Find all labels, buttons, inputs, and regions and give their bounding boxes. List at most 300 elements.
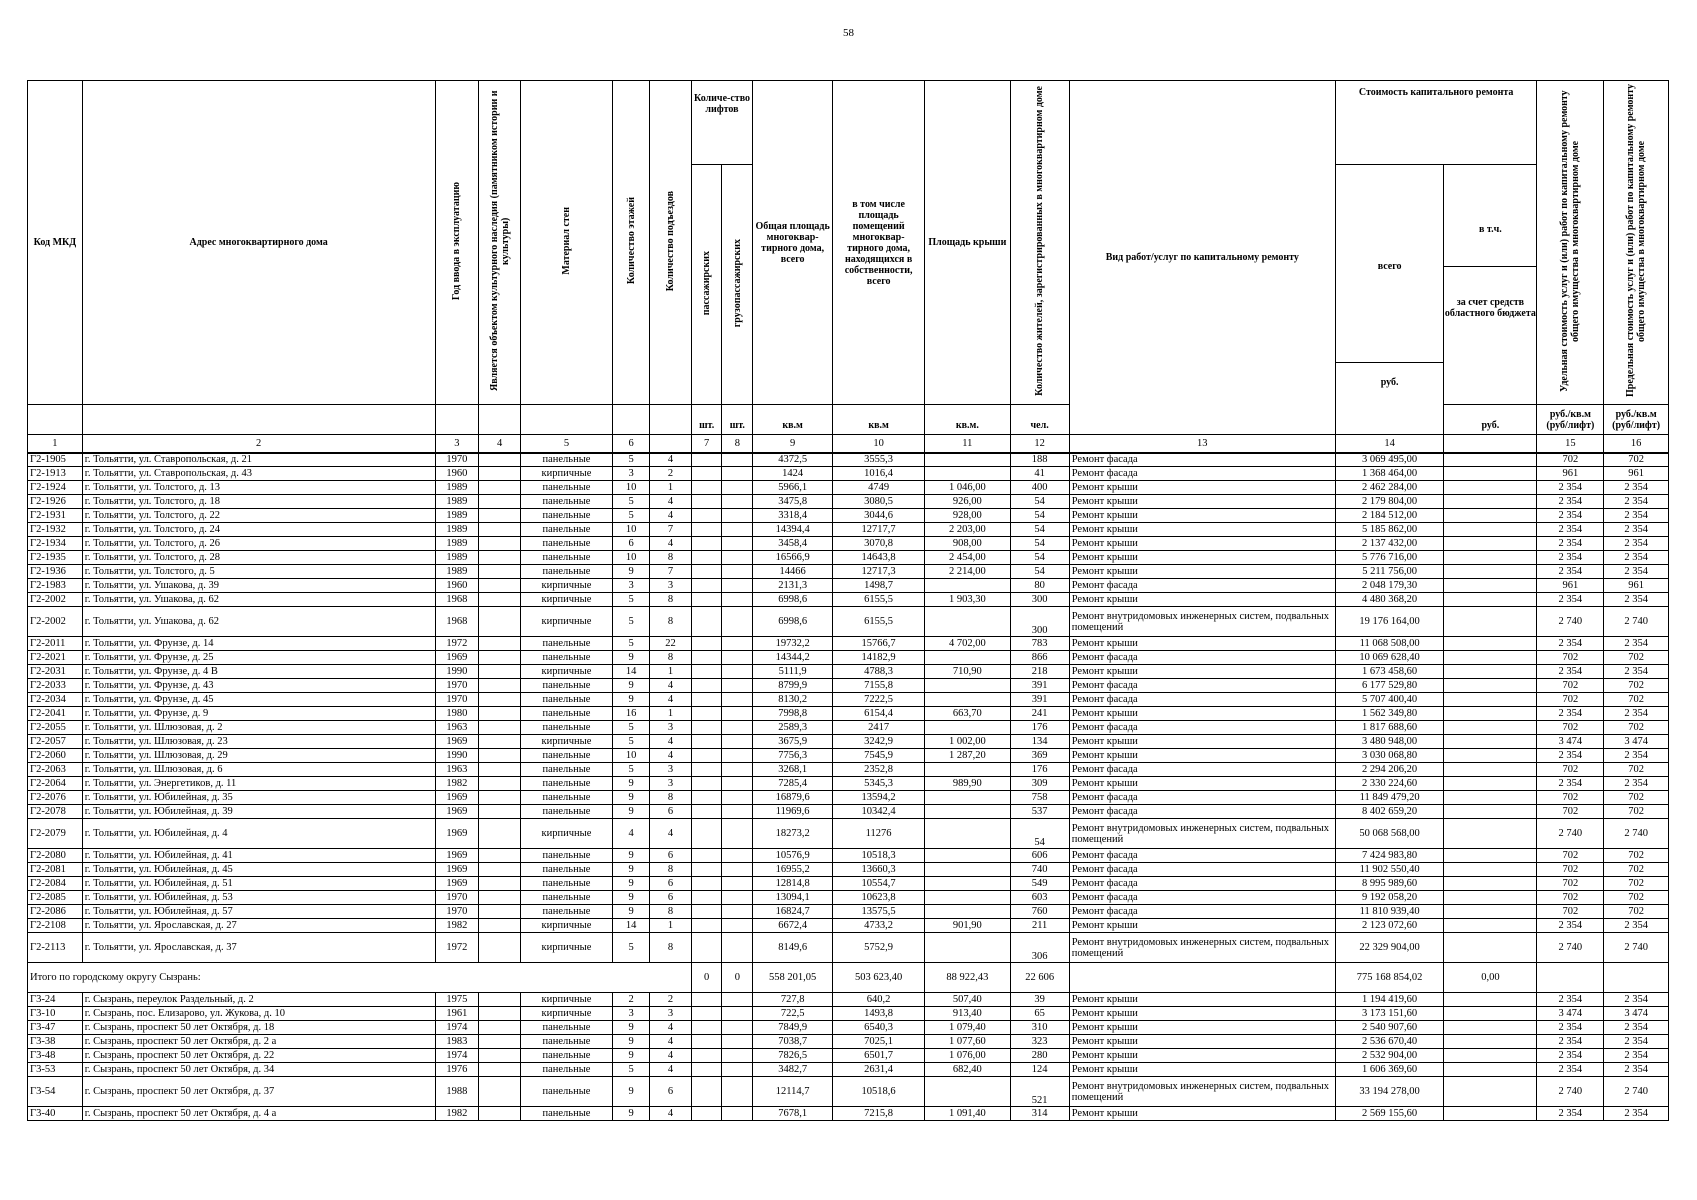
- header-area-owned: в том числе площадь помещений многоквар-тирного дома, находящихся в собственности, всего: [833, 81, 925, 405]
- unit-lifts-cargo: шт.: [722, 405, 753, 435]
- cell-cost-regional: [1444, 593, 1537, 607]
- cell-floors: 5: [612, 637, 649, 651]
- cell-walls: панельные: [520, 537, 612, 551]
- cell-area-total: 722,5: [753, 1007, 833, 1021]
- cell-work-type: Ремонт фасада: [1069, 453, 1335, 467]
- cell-cost-regional: [1444, 495, 1537, 509]
- cell-year: 1972: [435, 637, 479, 651]
- cell-lifts-cargo: [722, 849, 753, 863]
- cell-entrances: 4: [650, 1021, 692, 1035]
- cell-entrances: 4: [650, 1107, 692, 1121]
- cell-year: 1982: [435, 919, 479, 933]
- table-row: [28, 933, 1669, 963]
- cell-roof-area: [925, 849, 1010, 863]
- cell-residents: 41: [1010, 467, 1069, 481]
- cell-address: г. Тольятти, ул. Юбилейная, д. 4: [82, 819, 435, 849]
- cell-area-total: 18273,2: [753, 819, 833, 849]
- cell-work-type: Ремонт крыши: [1069, 637, 1335, 651]
- cell-year: 1972: [435, 933, 479, 963]
- cell-lifts-pass: [691, 891, 722, 905]
- cell-lifts-cargo: [722, 1063, 753, 1077]
- cell-cost-total: 5 707 400,40: [1335, 693, 1443, 707]
- cell-heritage: [479, 863, 521, 877]
- cell-limit-cost: 2 354: [1604, 565, 1669, 579]
- cell-walls: панельные: [520, 721, 612, 735]
- cell-lifts-pass: [691, 509, 722, 523]
- cell-address: г. Тольятти, ул. Фрунзе, д. 14: [82, 637, 435, 651]
- cell-unit-cost: 2 354: [1537, 523, 1604, 537]
- cell-year: 1982: [435, 1107, 479, 1121]
- cell-lifts-cargo: [722, 805, 753, 819]
- cell-address: г. Тольятти, ул. Толстого, д. 24: [82, 523, 435, 537]
- cell-walls: кирпичные: [520, 933, 612, 963]
- cell-lifts-cargo: [722, 1049, 753, 1063]
- cell-walls: панельные: [520, 565, 612, 579]
- cell-walls: кирпичные: [520, 1007, 612, 1021]
- cell-cost-total: 4 480 368,20: [1335, 593, 1443, 607]
- cell-entrances: 8: [650, 863, 692, 877]
- column-number: 12: [1010, 435, 1069, 453]
- cell-area-total: 12814,8: [753, 877, 833, 891]
- cell-walls: кирпичные: [520, 467, 612, 481]
- cell-limit-cost: 2 354: [1604, 509, 1669, 523]
- cell-floors: 9: [612, 651, 649, 665]
- cell-address: г. Тольятти, ул. Фрунзе, д. 4 В: [82, 665, 435, 679]
- cell-work-type: Ремонт фасада: [1069, 849, 1335, 863]
- cell-floors: 5: [612, 453, 649, 467]
- cell-floors: 5: [612, 593, 649, 607]
- cell-work-type: Ремонт крыши: [1069, 993, 1335, 1007]
- cell-lifts-cargo: [722, 1035, 753, 1049]
- cell-limit-cost: 2 354: [1604, 1063, 1669, 1077]
- column-number: 13: [1069, 435, 1335, 453]
- cell-lifts-pass: [691, 1049, 722, 1063]
- cell-floors: 5: [612, 1063, 649, 1077]
- cell-unit-cost: 3 474: [1537, 1007, 1604, 1021]
- cell-code: Г2-2108: [28, 919, 83, 933]
- cell-code: Г2-2002: [28, 593, 83, 607]
- cell-walls: панельные: [520, 1035, 612, 1049]
- cell-year: 1970: [435, 693, 479, 707]
- cell-entrances: 7: [650, 523, 692, 537]
- cell-area-owned: 4749: [833, 481, 925, 495]
- cell-entrances: 4: [650, 819, 692, 849]
- cell-year: 1963: [435, 763, 479, 777]
- cell-limit-cost: 2 354: [1604, 593, 1669, 607]
- cell-lifts-cargo: [722, 735, 753, 749]
- cell-entrances: 8: [650, 905, 692, 919]
- column-number: 5: [520, 435, 612, 453]
- cell-cost-regional: [1444, 735, 1537, 749]
- cell-lifts-pass: [691, 537, 722, 551]
- cell-work-type: Ремонт крыши: [1069, 665, 1335, 679]
- header-incl: в т.ч.: [1444, 194, 1536, 267]
- cell-floors: 9: [612, 805, 649, 819]
- cell-lifts-cargo: [722, 679, 753, 693]
- cell-cost-total: 2 294 206,20: [1335, 763, 1443, 777]
- cell-limit-cost: 702: [1604, 891, 1669, 905]
- cell-area-owned: 11276: [833, 819, 925, 849]
- cell-cost-total: 2 184 512,00: [1335, 509, 1443, 523]
- total-lifts-pass: 0: [691, 963, 722, 993]
- cell-lifts-pass: [691, 1021, 722, 1035]
- cell-heritage: [479, 891, 521, 905]
- cell-work-type: Ремонт крыши: [1069, 1063, 1335, 1077]
- cell-walls: панельные: [520, 777, 612, 791]
- cell-work-type: Ремонт крыши: [1069, 523, 1335, 537]
- cell-heritage: [479, 467, 521, 481]
- table-row: [28, 863, 1669, 877]
- cell-work-type: Ремонт фасада: [1069, 721, 1335, 735]
- cell-cost-total: 7 424 983,80: [1335, 849, 1443, 863]
- cell-work-type: Ремонт крыши: [1069, 1021, 1335, 1035]
- cell-code: Г2-2011: [28, 637, 83, 651]
- cell-roof-area: [925, 651, 1010, 665]
- cell-limit-cost: 702: [1604, 651, 1669, 665]
- cell-unit-cost: 2 354: [1537, 509, 1604, 523]
- cell-lifts-pass: [691, 849, 722, 863]
- cell-residents: 54: [1010, 551, 1069, 565]
- cell-address: г. Тольятти, ул. Толстого, д. 5: [82, 565, 435, 579]
- cell-lifts-pass: [691, 905, 722, 919]
- cell-walls: панельные: [520, 905, 612, 919]
- cell-roof-area: [925, 693, 1010, 707]
- cell-unit-cost: 3 474: [1537, 735, 1604, 749]
- cell-area-total: 1424: [753, 467, 833, 481]
- cell-year: 1990: [435, 665, 479, 679]
- cell-work-type: Ремонт фасада: [1069, 763, 1335, 777]
- cell-area-owned: 4788,3: [833, 665, 925, 679]
- cell-cost-total: 3 480 948,00: [1335, 735, 1443, 749]
- cell-cost-total: 11 902 550,40: [1335, 863, 1443, 877]
- cell-area-owned: 7155,8: [833, 679, 925, 693]
- cell-cost-regional: [1444, 679, 1537, 693]
- unit-limit-cost: руб./кв.м (руб/лифт): [1604, 405, 1669, 435]
- cell-unit-cost: 2 354: [1537, 537, 1604, 551]
- cell-roof-area: [925, 607, 1010, 637]
- cell-lifts-pass: [691, 665, 722, 679]
- cell-address: г. Тольятти, ул. Толстого, д. 13: [82, 481, 435, 495]
- cell-unit-cost: 2 354: [1537, 495, 1604, 509]
- cell-entrances: 8: [650, 551, 692, 565]
- cell-address: г. Тольятти, ул. Толстого, д. 26: [82, 537, 435, 551]
- cell-floors: 10: [612, 481, 649, 495]
- cell-cost-regional: [1444, 607, 1537, 637]
- table-row: [28, 707, 1669, 721]
- cell-cost-regional: [1444, 1077, 1537, 1107]
- cell-residents: 176: [1010, 721, 1069, 735]
- cell-heritage: [479, 679, 521, 693]
- cell-limit-cost: 2 354: [1604, 1107, 1669, 1121]
- cell-cost-total: 1 368 464,00: [1335, 467, 1443, 481]
- cell-area-owned: 2417: [833, 721, 925, 735]
- cell-walls: кирпичные: [520, 579, 612, 593]
- cell-area-owned: 6154,4: [833, 707, 925, 721]
- cell-area-total: 3458,4: [753, 537, 833, 551]
- cell-heritage: [479, 1107, 521, 1121]
- cell-heritage: [479, 905, 521, 919]
- table-row: [28, 749, 1669, 763]
- cell-heritage: [479, 495, 521, 509]
- cell-year: 1989: [435, 565, 479, 579]
- cell-floors: 9: [612, 863, 649, 877]
- cell-area-owned: 5752,9: [833, 933, 925, 963]
- cell-lifts-cargo: [722, 1007, 753, 1021]
- table-row: [28, 1007, 1669, 1021]
- cell-residents: 54: [1010, 523, 1069, 537]
- cell-lifts-cargo: [722, 537, 753, 551]
- cell-heritage: [479, 819, 521, 849]
- cell-roof-area: [925, 905, 1010, 919]
- cell-address: г. Тольятти, ул. Ушакова, д. 62: [82, 593, 435, 607]
- total-area-total: 558 201,05: [753, 963, 833, 993]
- cell-lifts-pass: [691, 707, 722, 721]
- cell-lifts-cargo: [722, 523, 753, 537]
- cell-cost-total: 8 402 659,20: [1335, 805, 1443, 819]
- cell-residents: 783: [1010, 637, 1069, 651]
- total-residents: 22 606: [1010, 963, 1069, 993]
- cell-floors: 10: [612, 551, 649, 565]
- cell-year: 1960: [435, 467, 479, 481]
- cell-roof-area: [925, 933, 1010, 963]
- cell-residents: 323: [1010, 1035, 1069, 1049]
- cell-area-owned: 3242,9: [833, 735, 925, 749]
- cell-area-owned: 3080,5: [833, 495, 925, 509]
- cell-area-total: 7285,4: [753, 777, 833, 791]
- cell-unit-cost: 961: [1537, 579, 1604, 593]
- cell-cost-total: 2 330 224,60: [1335, 777, 1443, 791]
- cell-unit-cost: 702: [1537, 763, 1604, 777]
- cell-walls: панельные: [520, 849, 612, 863]
- cell-area-owned: 1493,8: [833, 1007, 925, 1021]
- cell-entrances: 4: [650, 735, 692, 749]
- cell-roof-area: [925, 679, 1010, 693]
- cell-work-type: Ремонт крыши: [1069, 707, 1335, 721]
- cell-cost-regional: [1444, 791, 1537, 805]
- cell-lifts-pass: [691, 679, 722, 693]
- cell-year: 1960: [435, 579, 479, 593]
- cell-cost-total: 8 995 989,60: [1335, 877, 1443, 891]
- cell-heritage: [479, 721, 521, 735]
- cell-lifts-pass: [691, 1063, 722, 1077]
- cell-code: Г2-2064: [28, 777, 83, 791]
- cell-heritage: [479, 933, 521, 963]
- header-cost-regional: за счет средств областного бюджета: [1444, 297, 1536, 319]
- cell-area-owned: 3044,6: [833, 509, 925, 523]
- cell-area-total: 7826,5: [753, 1049, 833, 1063]
- cell-year: 1990: [435, 749, 479, 763]
- cell-cost-total: 11 849 479,20: [1335, 791, 1443, 805]
- cell-area-total: 6998,6: [753, 607, 833, 637]
- cell-walls: кирпичные: [520, 665, 612, 679]
- cell-limit-cost: 2 354: [1604, 1035, 1669, 1049]
- cell-cost-regional: [1444, 1035, 1537, 1049]
- table-row: [28, 551, 1669, 565]
- cell-area-owned: 13660,3: [833, 863, 925, 877]
- cell-lifts-pass: [691, 693, 722, 707]
- cell-work-type: Ремонт крыши: [1069, 749, 1335, 763]
- cell-year: 1968: [435, 593, 479, 607]
- cell-walls: панельные: [520, 1063, 612, 1077]
- header-cost-total-label: всего: [1377, 260, 1402, 272]
- cell-roof-area: [925, 763, 1010, 777]
- cell-walls: кирпичные: [520, 593, 612, 607]
- column-number: 7: [691, 435, 722, 453]
- header-limit-cost: Предельная стоимость услуг и (или) работ по капитальному ремонту общего имущества в многоквартирном доме: [1625, 84, 1648, 398]
- header-heritage: Является объектом культурного наследия (памятником истории и культуры): [488, 90, 511, 392]
- cell-limit-cost: 2 740: [1604, 933, 1669, 963]
- cell-year: 1969: [435, 819, 479, 849]
- cell-work-type: Ремонт фасада: [1069, 791, 1335, 805]
- cell-cost-regional: [1444, 453, 1537, 467]
- cell-cost-regional: [1444, 579, 1537, 593]
- cell-address: г. Тольятти, ул. Юбилейная, д. 57: [82, 905, 435, 919]
- cell-floors: 5: [612, 735, 649, 749]
- cell-entrances: 8: [650, 651, 692, 665]
- cell-area-owned: 13594,2: [833, 791, 925, 805]
- cell-area-owned: 5345,3: [833, 777, 925, 791]
- column-number: 11: [925, 435, 1010, 453]
- cell-floors: 5: [612, 763, 649, 777]
- cell-entrances: 8: [650, 933, 692, 963]
- cell-residents: 760: [1010, 905, 1069, 919]
- cell-lifts-cargo: [722, 651, 753, 665]
- cell-roof-area: 507,40: [925, 993, 1010, 1007]
- cell-roof-area: 1 076,00: [925, 1049, 1010, 1063]
- cell-code: Г3-47: [28, 1021, 83, 1035]
- cell-code: Г2-2080: [28, 849, 83, 863]
- table-row: [28, 607, 1669, 637]
- cell-heritage: [479, 565, 521, 579]
- cell-heritage: [479, 805, 521, 819]
- cell-area-owned: 640,2: [833, 993, 925, 1007]
- cell-code: Г2-1936: [28, 565, 83, 579]
- cell-lifts-pass: [691, 993, 722, 1007]
- cell-residents: 758: [1010, 791, 1069, 805]
- cell-area-total: 3318,4: [753, 509, 833, 523]
- cell-code: Г2-2060: [28, 749, 83, 763]
- unit-lifts-pass: шт.: [691, 405, 722, 435]
- cell-walls: панельные: [520, 651, 612, 665]
- cell-walls: панельные: [520, 805, 612, 819]
- cell-unit-cost: 2 354: [1537, 919, 1604, 933]
- cell-unit-cost: 2 354: [1537, 637, 1604, 651]
- cell-heritage: [479, 849, 521, 863]
- cell-lifts-pass: [691, 593, 722, 607]
- cell-area-total: 16955,2: [753, 863, 833, 877]
- cell-cost-regional: [1444, 905, 1537, 919]
- cell-entrances: 1: [650, 707, 692, 721]
- cell-residents: 391: [1010, 693, 1069, 707]
- cell-area-total: 7998,8: [753, 707, 833, 721]
- cell-limit-cost: 2 354: [1604, 749, 1669, 763]
- header-cost-group: Стоимость капитального ремонта: [1335, 81, 1537, 165]
- cell-limit-cost: 961: [1604, 467, 1669, 481]
- cell-address: г. Тольятти, ул. Ставропольская, д. 21: [82, 453, 435, 467]
- cell-limit-cost: 702: [1604, 693, 1669, 707]
- table-row: [28, 1063, 1669, 1077]
- table-row: [28, 537, 1669, 551]
- cell-code: Г2-2113: [28, 933, 83, 963]
- cell-floors: 14: [612, 665, 649, 679]
- cell-code: Г2-2086: [28, 905, 83, 919]
- cell-code: Г2-2084: [28, 877, 83, 891]
- cell-walls: панельные: [520, 763, 612, 777]
- cell-limit-cost: 702: [1604, 849, 1669, 863]
- cell-cost-regional: [1444, 721, 1537, 735]
- cell-lifts-cargo: [722, 707, 753, 721]
- cell-heritage: [479, 593, 521, 607]
- header-roof-area: Площадь крыши: [925, 81, 1010, 405]
- cell-cost-total: 3 030 068,80: [1335, 749, 1443, 763]
- cell-work-type: Ремонт фасада: [1069, 863, 1335, 877]
- cell-address: г. Тольятти, ул. Юбилейная, д. 41: [82, 849, 435, 863]
- cell-residents: 54: [1010, 819, 1069, 849]
- column-number: [650, 435, 692, 453]
- cell-entrances: 8: [650, 791, 692, 805]
- cell-floors: 5: [612, 933, 649, 963]
- cell-cost-total: 2 532 904,00: [1335, 1049, 1443, 1063]
- cell-code: Г3-10: [28, 1007, 83, 1021]
- cell-lifts-cargo: [722, 1021, 753, 1035]
- cell-lifts-pass: [691, 777, 722, 791]
- cell-code: Г3-24: [28, 993, 83, 1007]
- cell-limit-cost: 702: [1604, 721, 1669, 735]
- cell-address: г. Тольятти, ул. Ушакова, д. 62: [82, 607, 435, 637]
- cell-floors: 3: [612, 579, 649, 593]
- cell-limit-cost: 2 354: [1604, 551, 1669, 565]
- cell-cost-total: 11 810 939,40: [1335, 905, 1443, 919]
- cell-year: 1961: [435, 1007, 479, 1021]
- cell-roof-area: 682,40: [925, 1063, 1010, 1077]
- column-number: 4: [479, 435, 521, 453]
- cell-limit-cost: 961: [1604, 579, 1669, 593]
- cell-residents: 65: [1010, 1007, 1069, 1021]
- cell-residents: 400: [1010, 481, 1069, 495]
- cell-code: Г3-53: [28, 1063, 83, 1077]
- table-row: [28, 1049, 1669, 1063]
- cell-lifts-cargo: [722, 565, 753, 579]
- cell-address: г. Сызрань, проспект 50 лет Октября, д. 18: [82, 1021, 435, 1035]
- cell-unit-cost: 2 354: [1537, 749, 1604, 763]
- header-unit-cost: Удельная стоимость услуг и (или) работ по капитальному ремонту общего имущества в многоквартирном доме: [1559, 90, 1582, 392]
- cell-roof-area: [925, 579, 1010, 593]
- column-number: 10: [833, 435, 925, 453]
- cell-roof-area: [925, 863, 1010, 877]
- cell-code: Г2-2076: [28, 791, 83, 805]
- cell-roof-area: 2 454,00: [925, 551, 1010, 565]
- cell-lifts-pass: [691, 523, 722, 537]
- cell-unit-cost: 2 354: [1537, 1107, 1604, 1121]
- cell-entrances: 6: [650, 805, 692, 819]
- cell-area-owned: 13575,5: [833, 905, 925, 919]
- cell-code: Г2-1932: [28, 523, 83, 537]
- cell-roof-area: 1 091,40: [925, 1107, 1010, 1121]
- cell-code: Г2-2085: [28, 891, 83, 905]
- cell-unit-cost: 2 354: [1537, 993, 1604, 1007]
- cell-residents: 310: [1010, 1021, 1069, 1035]
- table-row: [28, 1077, 1669, 1107]
- cell-roof-area: 1 903,30: [925, 593, 1010, 607]
- cell-walls: панельные: [520, 453, 612, 467]
- cell-cost-regional: [1444, 749, 1537, 763]
- cell-year: 1989: [435, 509, 479, 523]
- cell-lifts-cargo: [722, 665, 753, 679]
- cell-walls: кирпичные: [520, 735, 612, 749]
- cell-limit-cost: 2 354: [1604, 665, 1669, 679]
- cell-year: 1989: [435, 551, 479, 565]
- cell-code: Г2-2034: [28, 693, 83, 707]
